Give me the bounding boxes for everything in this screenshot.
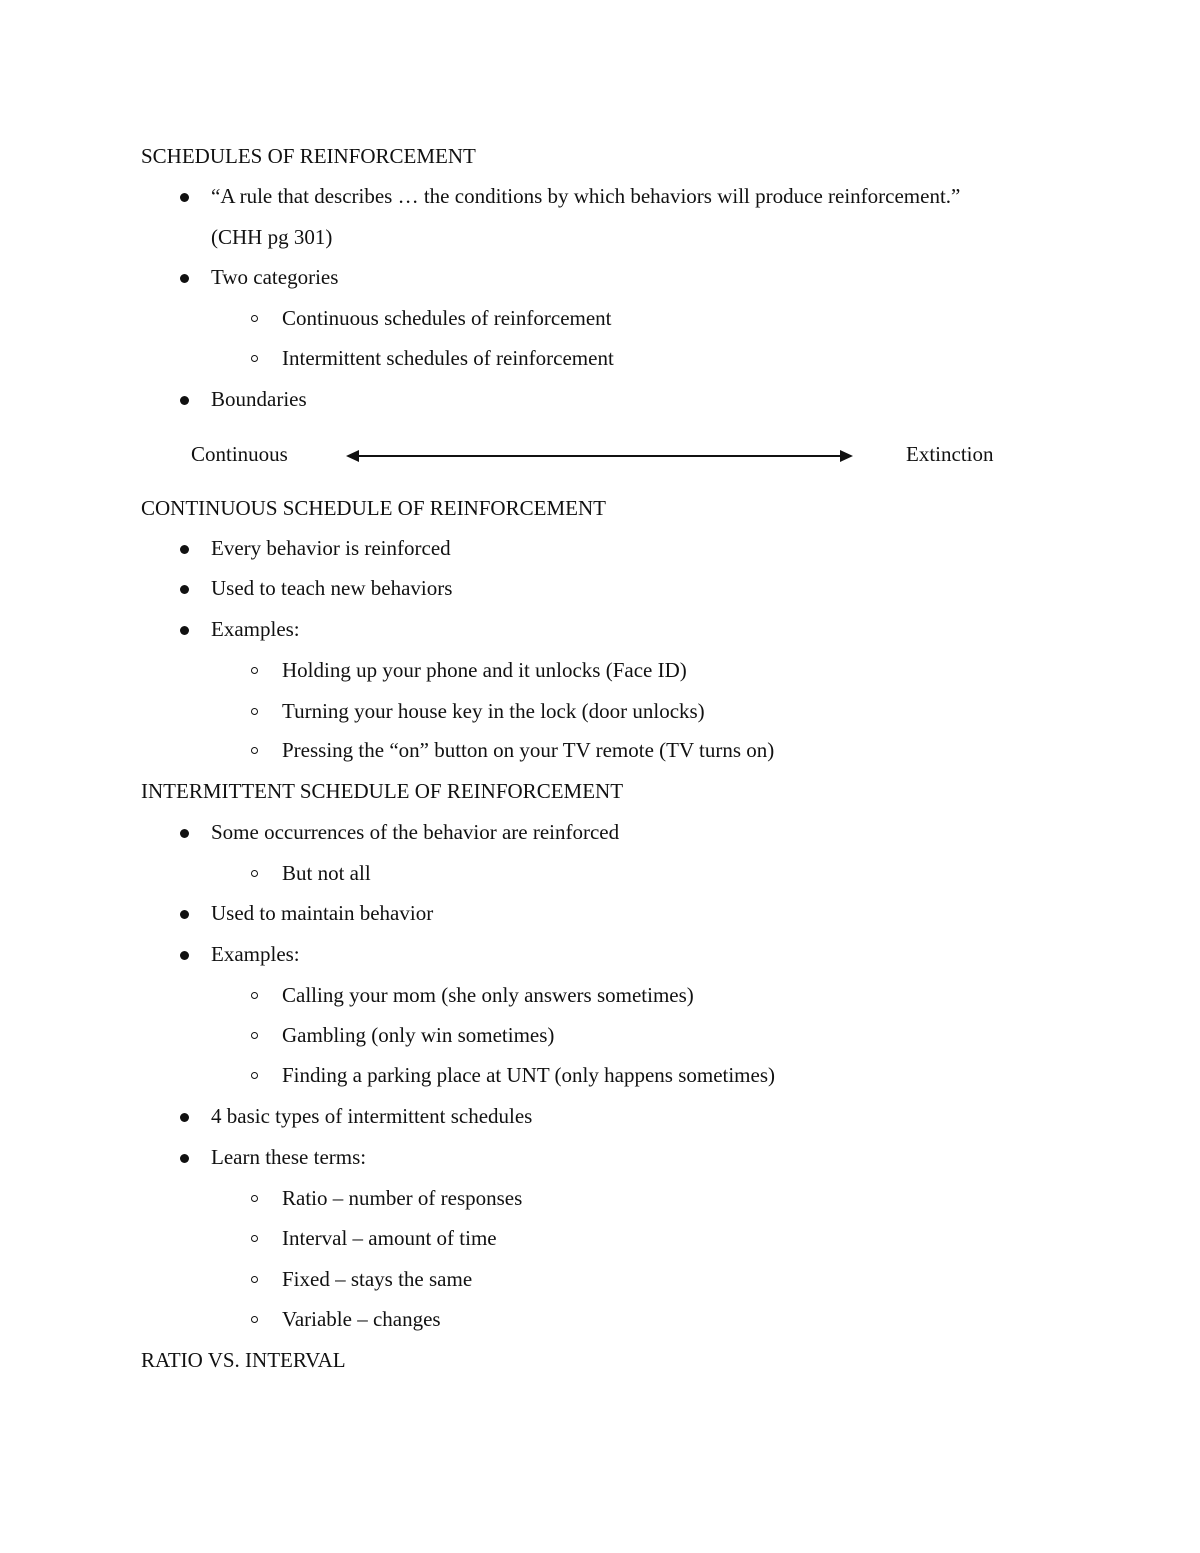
list-item: Every behavior is reinforced [211,536,451,560]
bullet-icon [180,193,189,202]
sub-bullet-icon [251,1195,258,1202]
bullet-icon [180,1154,189,1163]
list-item: Some occurrences of the behavior are reinforced [211,820,620,844]
list-item: Examples: [211,617,300,641]
sub-bullet-icon [251,1316,258,1323]
list-item-term: Ratio – number of responses [282,1186,523,1210]
bullet-icon [180,585,189,594]
list-item-example: Holding up your phone and it unlocks (Face ID) [282,658,687,682]
sub-bullet-icon [251,992,258,999]
bullet-icon [180,1113,189,1122]
bullet-icon [180,910,189,919]
list-item: Used to teach new behaviors [211,576,453,600]
section-heading-intermittent: INTERMITTENT SCHEDULE OF REINFORCEMENT [141,779,624,803]
list-item: Learn these terms: [211,1145,367,1169]
sub-bullet-icon [251,870,258,877]
list-item-example: Finding a parking place at UNT (only happens sometimes) [282,1063,776,1087]
list-item-example: Turning your house key in the lock (door unlocks) [282,699,705,723]
list-item-example: Calling your mom (she only answers sometimes) [282,983,694,1007]
sub-bullet-icon [251,747,258,754]
sub-bullet-icon [251,1276,258,1283]
list-item: Used to maintain behavior [211,901,434,925]
boundary-label-right: Extinction [906,442,994,466]
list-item-category-intermittent: Intermittent schedules of reinforcement [282,346,614,370]
bullet-icon [180,951,189,960]
list-item-term: Interval – amount of time [282,1226,497,1250]
sub-bullet-icon [251,708,258,715]
bullet-icon [180,545,189,554]
list-item-boundaries: Boundaries [211,387,307,411]
bullet-icon [180,396,189,405]
section-heading-continuous: CONTINUOUS SCHEDULE OF REINFORCEMENT [141,496,606,520]
list-item: 4 basic types of intermittent schedules [211,1104,533,1128]
sub-bullet-icon [251,1072,258,1079]
list-item-categories: Two categories [211,265,339,289]
list-item: Examples: [211,942,300,966]
definition-text: “A rule that describes … the conditions by which behaviors will produce reinforcement.” [211,184,961,208]
list-item-term: Variable – changes [282,1307,441,1331]
bullet-icon [180,626,189,635]
list-item-category-continuous: Continuous schedules of reinforcement [282,306,612,330]
list-item-example: Pressing the “on” button on your TV remote (TV turns on) [282,738,775,762]
list-item-term: Fixed – stays the same [282,1267,473,1291]
boundary-label-left: Continuous [191,442,288,466]
bullet-icon [180,829,189,838]
sub-bullet-icon [251,355,258,362]
double-arrow-icon [346,446,854,466]
sub-bullet-icon [251,315,258,322]
list-item-example: Gambling (only win sometimes) [282,1023,555,1047]
section-heading-schedules: SCHEDULES OF REINFORCEMENT [141,144,476,168]
definition-citation: (CHH pg 301) [211,225,333,249]
bullet-icon [180,274,189,283]
sub-bullet-icon [251,1235,258,1242]
sub-bullet-icon [251,1032,258,1039]
section-heading-ratio-vs-interval: RATIO VS. INTERVAL [141,1348,346,1372]
sub-bullet-icon [251,667,258,674]
list-item-sub: But not all [282,861,371,885]
